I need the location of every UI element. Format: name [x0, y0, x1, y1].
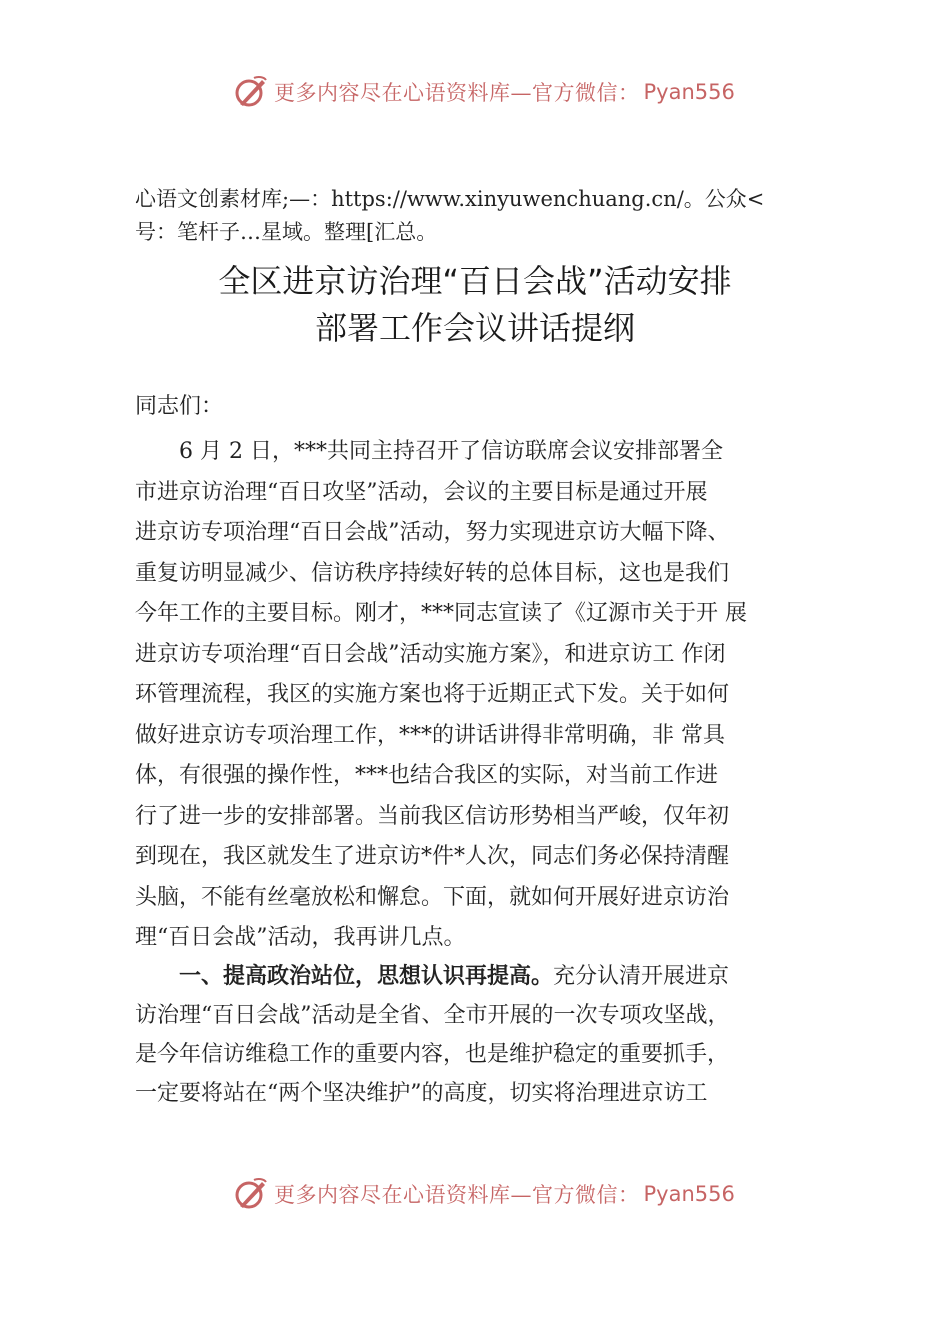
- title-line: 部署工作会议讲话提纲: [314, 309, 635, 347]
- paragraph-line: 重复访明显减少、信访秩序持续好转的总体目标，这也是我们: [135, 560, 730, 586]
- paragraph-line: 体，有很强的操作性，***也结合我区的实际，对当前工作进: [135, 763, 719, 788]
- source-note-line: 心语文创素材库;—：https://www.xinyuwenchuang.cn/。公众<: [135, 187, 765, 211]
- banner-text: 更多内容尽在心语资料库—官方微信：: [274, 1183, 640, 1207]
- section-text: 充分认清开展进京: [553, 964, 730, 989]
- source-note-line: 号：笔杆子…星域。整理[汇总。: [135, 220, 438, 244]
- pen-logo-icon: [232, 74, 268, 110]
- salutation: 同志们：: [135, 394, 224, 419]
- title-line: 全区进京访治理“百日会战”活动安排: [218, 262, 732, 300]
- section-heading: 一、提高政治站位，思想认识再提高。: [179, 964, 554, 989]
- paragraph-line: 做好进京访专项治理工作，***的讲话讲得非常明确，非 常具: [135, 722, 725, 748]
- paragraph-line: 进京访专项治理“百日会战”活动，努力实现进京访大幅下降、: [135, 520, 730, 545]
- source-note: [135, 183, 855, 249]
- section-1: [135, 957, 835, 1113]
- paragraph-line: 今年工作的主要目标。刚才，***同志宣读了《辽源市关于开 展: [135, 601, 747, 626]
- paragraph-line: 6 月 2 日，***共同主持召开了信访联席会议安排部署全: [179, 439, 723, 464]
- paragraph-line: 进京访专项治理“百日会战”活动实施方案》，和进京访工 作闭: [135, 641, 726, 667]
- section-line: 访治理“百日会战”活动是全省、全市开展的一次专项攻坚战，: [135, 1003, 730, 1028]
- banner-wechat-id: Pyan556: [643, 1182, 735, 1206]
- footer-banner: [0, 1174, 950, 1214]
- section-first-line: [135, 957, 835, 996]
- banner-text: 更多内容尽在心语资料库—官方微信：: [274, 81, 640, 105]
- paragraph-intro: [135, 432, 825, 959]
- paragraph-line: 行了进一步的安排部署。当前我区信访形势相当严峻，仅年初: [135, 803, 730, 829]
- paragraph-line: 头脑，不能有丝毫放松和懈怠。下面，就如何开展好进京访治: [135, 884, 730, 910]
- section-line: 是今年信访维稳工作的重要内容，也是维护稳定的重要抓手，: [135, 1042, 730, 1067]
- paragraph-line: 环管理流程，我区的实施方案也将于近期正式下发。关于如何: [135, 682, 730, 707]
- document-title: [100, 258, 850, 352]
- banner-wechat-id: Pyan556: [643, 80, 735, 104]
- section-line: 一定要将站在“两个坚决维护”的高度，切实将治理进京访工: [135, 1081, 708, 1106]
- paragraph-line: 理“百日会战”活动，我再讲几点。: [135, 925, 466, 950]
- paragraph-line: 到现在，我区就发生了进京访*件*人次，同志们务必保持清醒: [135, 844, 730, 869]
- pen-logo-icon: [232, 1176, 268, 1212]
- header-banner: [0, 72, 950, 112]
- paragraph-line: 市进京访治理“百日攻坚”活动，会议的主要目标是通过开展: [135, 479, 708, 505]
